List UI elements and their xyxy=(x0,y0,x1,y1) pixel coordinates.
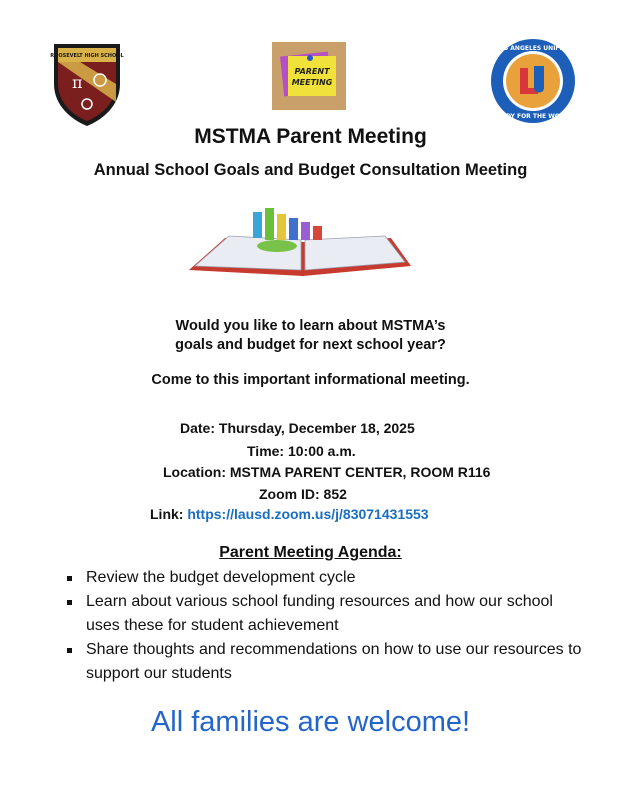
svg-text:MEETING: MEETING xyxy=(291,78,333,87)
school-crest-logo xyxy=(50,40,124,128)
invitation-text: Come to this important informational meeting. xyxy=(151,372,470,388)
question-line-2: goals and budget for next school year? xyxy=(175,337,446,353)
list-item xyxy=(66,566,586,590)
svg-text:π: π xyxy=(72,73,83,92)
page-title: MSTMA Parent Meeting xyxy=(194,125,427,148)
agenda-item-text: Share thoughts and recommendations on how to use our resources to support our students xyxy=(86,641,582,682)
page-subtitle: Annual School Goals and Budget Consultation Meeting xyxy=(93,161,528,179)
zoom-id xyxy=(259,486,347,502)
list-item xyxy=(66,590,586,638)
closing-message: All families are welcome! xyxy=(150,706,471,738)
meeting-location xyxy=(163,464,490,480)
location-value: MSTMA PARENT CENTER, ROOM R116 xyxy=(229,464,491,480)
zoom-value: 852 xyxy=(323,486,347,502)
zoom-label: Zoom ID: xyxy=(259,486,320,502)
date-label: Date: xyxy=(180,420,216,436)
question-line-1: Would you like to learn about MSTMA’s xyxy=(175,318,446,334)
time-label: Time: xyxy=(247,443,285,459)
svg-text:READY FOR THE WORLD: READY FOR THE WORLD xyxy=(492,113,574,120)
bullet-icon xyxy=(67,576,72,581)
agenda-item-text: Learn about various school funding resources and how our school uses these for student achievement xyxy=(86,593,553,634)
open-book-chart-icon xyxy=(185,200,415,280)
svg-text:LOS ANGELES UNIFIED: LOS ANGELES UNIFIED xyxy=(495,45,571,52)
zoom-link[interactable]: https://lausd.zoom.us/j/83071431553 xyxy=(187,506,429,522)
time-value: 10:00 a.m. xyxy=(287,443,356,459)
lausd-seal-logo xyxy=(490,38,576,124)
link-label: Link: xyxy=(150,506,184,522)
bullet-icon xyxy=(67,600,72,605)
agenda-heading: Parent Meeting Agenda: xyxy=(219,544,402,561)
location-label: Location: xyxy=(163,464,226,480)
meeting-date xyxy=(180,420,415,436)
parent-meeting-note-logo xyxy=(272,42,346,110)
bullet-icon xyxy=(67,648,72,653)
date-value: Thursday, December 18, 2025 xyxy=(218,420,415,436)
svg-text:PARENT: PARENT xyxy=(294,67,330,76)
meeting-time xyxy=(247,443,356,459)
svg-text:ROOSEVELT HIGH SCHOOL: ROOSEVELT HIGH SCHOOL xyxy=(50,53,124,59)
meeting-link xyxy=(150,506,429,522)
agenda-item-text: Review the budget development cycle xyxy=(86,569,356,586)
agenda-list xyxy=(66,566,586,686)
list-item xyxy=(66,638,586,686)
